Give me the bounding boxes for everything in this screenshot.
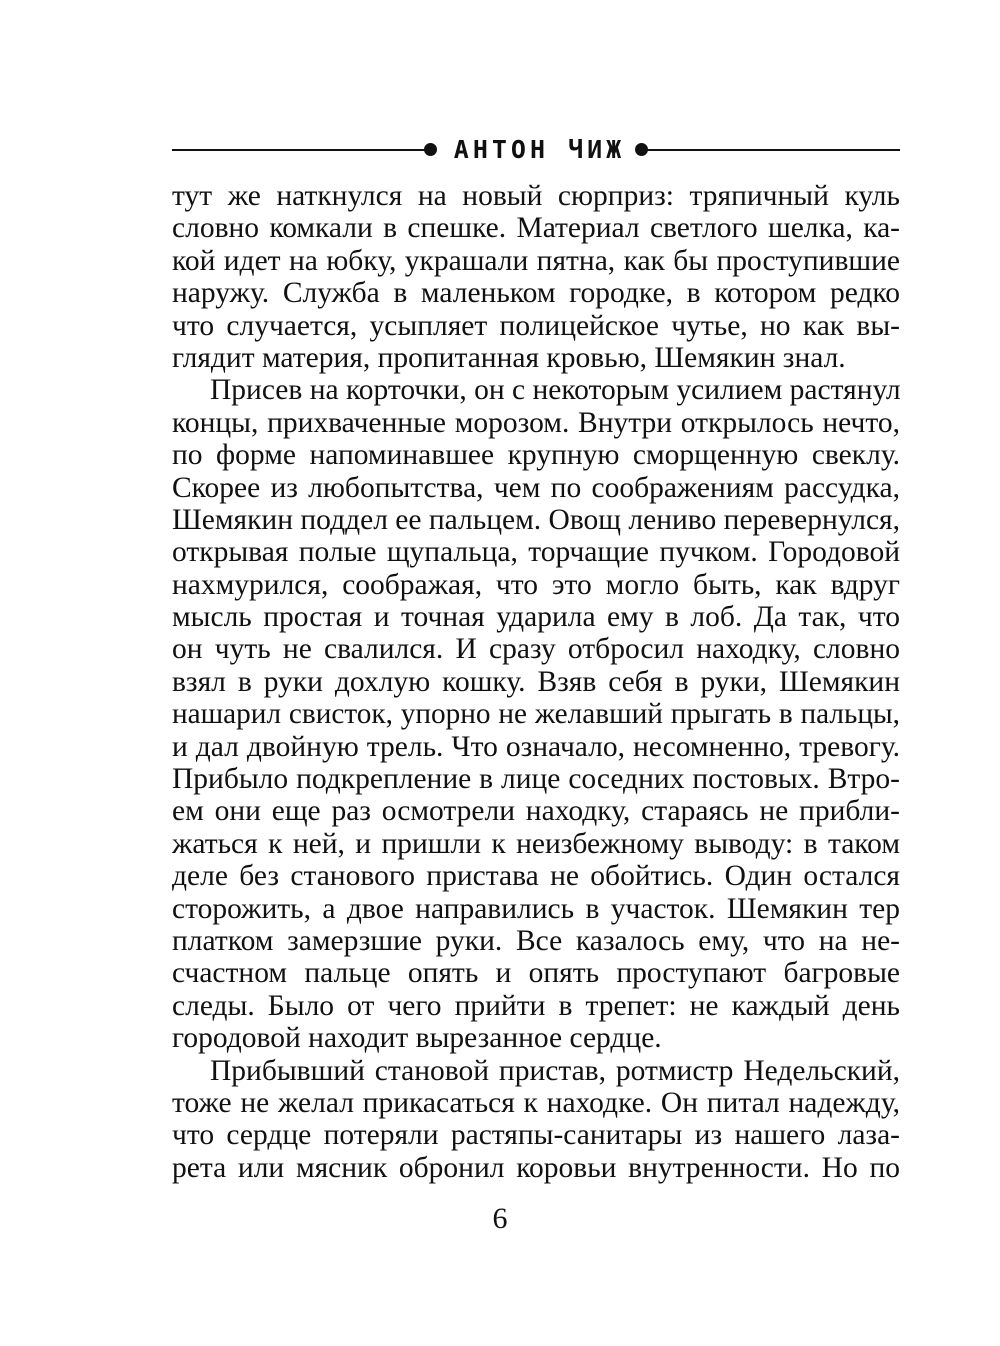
running-header: [172, 128, 900, 172]
text-line: глядит материя, пропитанная кровью, Шемякин знал.: [172, 341, 846, 374]
text-line: платком замерзшие руки. Все казалось ему, что на не-: [172, 924, 900, 957]
text-line: что случается, усыпляет полицейское чутье, но как вы-: [172, 309, 900, 342]
paragraph: [172, 374, 900, 1054]
paragraph: [172, 1055, 900, 1185]
text-line: Шемякин поддел ее пальцем. Овощ лениво перевернулся,: [172, 503, 900, 536]
text-line: словно комкали в спешке. Материал светлого шелка, ка-: [172, 212, 900, 245]
header-rule-right: [642, 149, 900, 151]
text-line: мысль простая и точная ударила ему в лоб. Да так, что: [172, 601, 900, 634]
text-line: тут же наткнулся на новый сюрприз: тряпичный куль: [172, 180, 900, 212]
text-line: нашарил свисток, упорно не желавший прыгать в пальцы,: [172, 698, 900, 731]
text-line: тоже не желал прикасаться к находке. Он питал надежду,: [172, 1086, 900, 1119]
header-rule-left: [172, 149, 427, 151]
text-line: открывая полые щупальца, торчащие пучком. Городовой: [172, 536, 900, 569]
author-name: АНТОН ЧИЖ: [453, 135, 626, 164]
text-line: рета или мясник обронил коровьи внутренности. Но по: [172, 1151, 900, 1184]
text-line: и дал двойную трель. Что означало, несомненно, тревогу.: [172, 730, 900, 763]
text-line: городовой находит вырезанное сердце.: [172, 1022, 662, 1055]
text-line: жаться к ней, и пришли к неизбежному выводу: в таком: [172, 827, 900, 860]
page-number: 6: [492, 1202, 508, 1235]
text-line: наружу. Служба в маленьком городке, в котором редко: [172, 277, 900, 310]
text-line: Прибывший становой пристав, ротмистр Недельский,: [210, 1054, 900, 1087]
text-line: что сердце потеряли растяпы-санитары из нашего лаза-: [172, 1119, 900, 1152]
text-line: Присев на корточки, он с некоторым усилием растянул: [210, 374, 901, 407]
text-line: по форме напоминавшее крупную сморщенную свеклу.: [172, 439, 900, 472]
text-line: кой идет на юбку, украшали пятна, как бы проступившие: [172, 244, 900, 277]
body-text: [172, 180, 900, 1184]
text-line: сторожить, а двое направились в участок. Шемякин тер: [172, 892, 900, 925]
text-line: нахмурился, соображая, что это могло быть, как вдруг: [172, 568, 900, 601]
header-dot-left: [424, 143, 437, 156]
text-line: концы, прихваченные морозом. Внутри открылось нечто,: [172, 406, 900, 439]
paragraph: [172, 180, 900, 374]
text-line: деле без станового пристава не обойтись. Один остался: [172, 860, 900, 893]
text-line: счастном пальце опять и опять проступают багровые: [172, 957, 900, 990]
text-line: он чуть не свалился. И сразу отбросил находку, словно: [172, 633, 900, 666]
text-line: Скорее из любопытства, чем по соображениям рассудка,: [172, 471, 900, 504]
text-line: следы. Было от чего прийти в трепет: не каждый день: [172, 989, 900, 1022]
text-line: ем они еще раз осмотрели находку, стараясь не прибли-: [172, 795, 900, 828]
text-line: Прибыло подкрепление в лице соседних постовых. Втро-: [172, 763, 900, 796]
text-line: взял в руки дохлую кошку. Взяв себя в руки, Шемякин: [172, 665, 900, 698]
